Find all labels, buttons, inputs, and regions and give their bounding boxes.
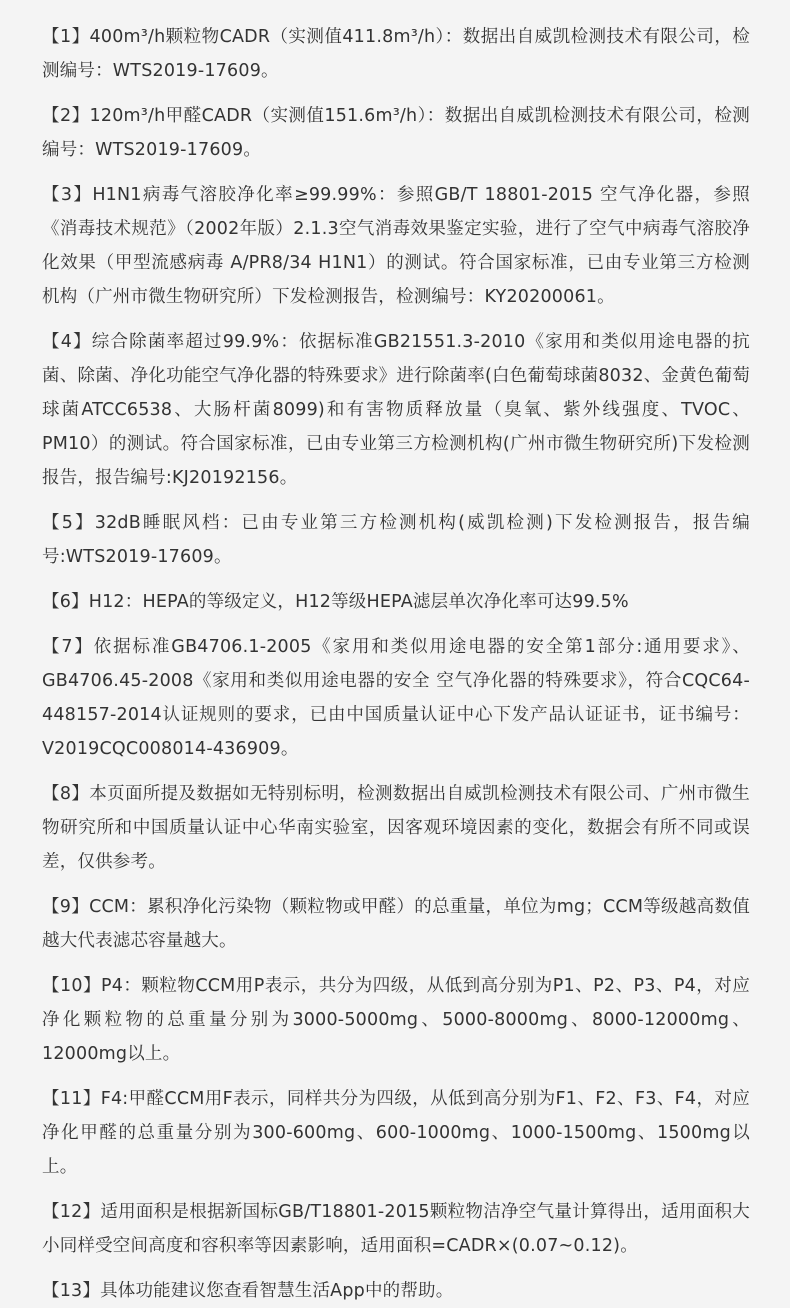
footnote-13: 【13】具体功能建议您查看智慧生活App中的帮助。 bbox=[42, 1281, 454, 1301]
footnote-6: 【6】H12：HEPA的等级定义，H12等级HEPA滤层单次净化率可达99.5% bbox=[42, 592, 629, 612]
footnote-4: 【4】综合除菌率超过99.9%：依据标准GB21551.3-2010《家用和类似用途电器的抗菌、除菌、净化功能空气净化器的特殊要求》进行除菌率(白色葡萄球菌8032、金黄色葡萄球菌ATCC6538、大肠杆菌8099)和有害物质释放量（臭氧、紫外线强度、TVOC、PM10）的测试。符合国家标准，已由专业第三方检测机构(广州市微生物研究所)下发检测报告，报告编号:KJ20192156。 bbox=[42, 332, 750, 488]
footnote-9: 【9】CCM：累积净化污染物（颗粒物或甲醛）的总重量，单位为mg；CCM等级越高数值越大代表滤芯容量越大。 bbox=[42, 897, 750, 951]
footnote-8: 【8】本页面所提及数据如无特别标明，检测数据出自威凯检测技术有限公司、广州市微生物研究所和中国质量认证中心华南实验室，因客观环境因素的变化，数据会有所不同或误差，仅供参考。 bbox=[42, 784, 750, 872]
footnote-11: 【11】F4:甲醛CCM用F表示，同样共分为四级，从低到高分别为F1、F2、F3、F4，对应净化甲醛的总重量分别为300-600mg、600-1000mg、1000-1500mg、1500mg以上。 bbox=[42, 1089, 750, 1177]
footnote-1: 【1】400m³/h颗粒物CADR（实测值411.8m³/h）：数据出自威凯检测技术有限公司，检测编号：WTS2019-17609。 bbox=[42, 27, 750, 81]
footnote-2: 【2】120m³/h甲醛CADR（实测值151.6m³/h）：数据出自威凯检测技术有限公司，检测编号：WTS2019-17609。 bbox=[42, 106, 750, 160]
footnote-10: 【10】P4：颗粒物CCM用P表示，共分为四级，从低到高分别为P1、P2、P3、P4，对应净化颗粒物的总重量分别为3000-5000mg、5000-8000mg、8000-12000mg、12000mg以上。 bbox=[42, 976, 750, 1064]
footnote-3: 【3】H1N1病毒气溶胶净化率≥99.99%：参照GB/T 18801-2015 空气净化器，参照《消毒技术规范》（2002年版）2.1.3空气消毒效果鉴定实验，进行了空气中病毒气溶胶净化效果（甲型流感病毒 A/PR8/34 H1N1）的测试。符合国家标准，已由专业第三方检测机构（广州市微生物研究所）下发检测报告，检测编号：KY20200061。 bbox=[42, 185, 750, 307]
footnote-12: 【12】适用面积是根据新国标GB/T18801-2015颗粒物洁净空气量计算得出，适用面积大小同样受空间高度和容积率等因素影响，适用面积=CADR×(0.07~0.12)。 bbox=[42, 1202, 750, 1256]
footnote-7: 【7】依据标准GB4706.1-2005《家用和类似用途电器的安全第1部分:通用要求》、GB4706.45-2008《家用和类似用途电器的安全 空气净化器的特殊要求》，符合CQC64-448157-2014认证规则的要求，已由中国质量认证中心下发产品认证证书，证书编号：V2019CQC008014-436909。 bbox=[42, 637, 750, 759]
footnote-5: 【5】32dB睡眠风档：已由专业第三方检测机构(威凯检测)下发检测报告，报告编号:WTS2019-17609。 bbox=[42, 513, 750, 567]
